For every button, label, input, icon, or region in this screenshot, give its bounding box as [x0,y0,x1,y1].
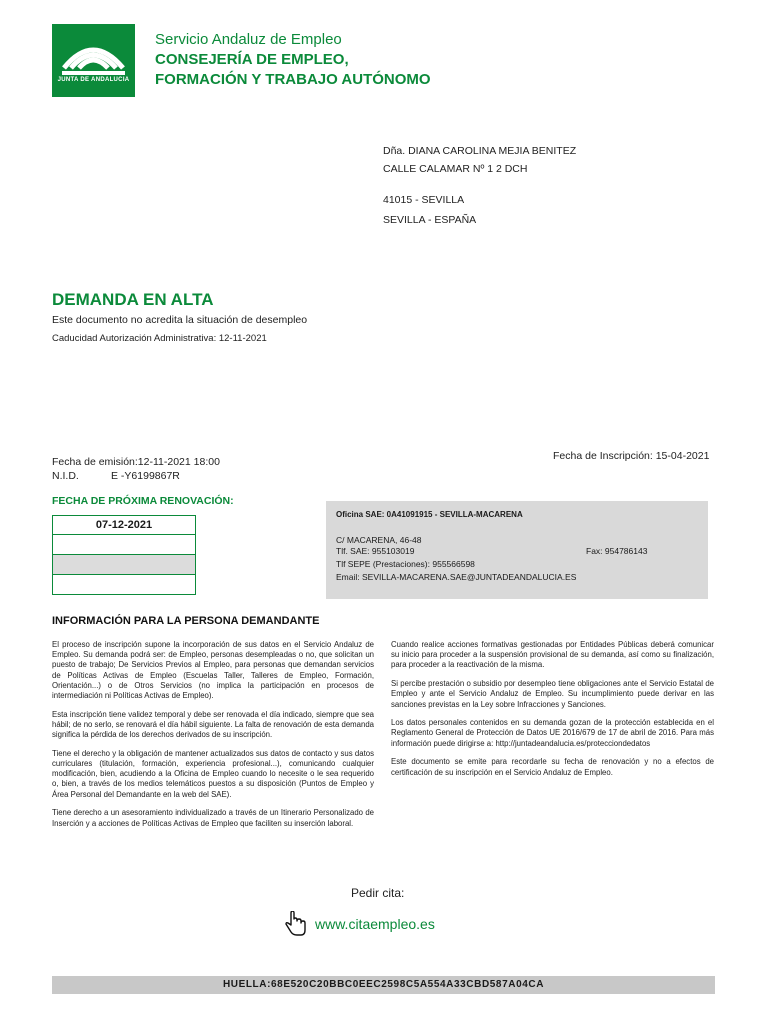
office-email: Email: SEVILLA-MACARENA.SAE@JUNTADEANDALUCIA.ES [336,572,577,582]
pedir-cita-label: Pedir cita: [351,886,405,900]
office-phone: Tlf. SAE: 955103019 [336,546,415,556]
info-paragraph: Si percibe prestación o subsidio por desempleo tiene obligaciones ante el Servicio Estatal de Empleo y ante el Servicio Andaluz de Empleo. Su incumplimiento puede derivar en las sanciones previstas en la Ley sobre Infracciones y Sanciones. [391,679,714,709]
renovacion-table [52,515,196,595]
fecha-emision: Fecha de emisión:12-11-2021 18:00 [52,456,220,468]
info-paragraph: Este documento se emite para recordarle su fecha de renovación y no a efectos de certificación de su inscripción en el Servicio Andaluz de Empleo. [391,757,714,777]
junta-emblem-icon [52,24,135,97]
renovacion-date: 07-12-2021 [52,515,196,535]
info-right-column [391,640,714,786]
page-subtitle: Este documento no acredita la situación de desempleo [52,314,308,326]
office-address: C/ MACARENA, 46-48 [336,535,422,545]
org-name: Servicio Andaluz de Empleo [155,31,342,48]
recipient-city: 41015 - SEVILLA [383,194,465,206]
citaempleo-link[interactable]: www.citaempleo.es [315,916,435,932]
info-paragraph: El proceso de inscripción supone la incorporación de sus datos en el Servicio Andaluz de Empleo. Su demanda podrá ser: de Empleo, personas desempleadas o no, que solicitan un puesto de trabajo; De Servicios Previos al Empleo, para personas que demandan servicios de Políticas Activas de Empleo (Escuelas Taller, Talleres de Empleo, Formación, Orientación...) o de Otros Servicios (no implica la participación en procesos de intermediación ni Políticas Activas de Empleo). [52,640,374,701]
fecha-inscripcion: Fecha de Inscripción: 15-04-2021 [553,450,710,462]
info-left-column [52,640,374,837]
ministry-line-2: FORMACIÓN Y TRABAJO AUTÓNOMO [155,71,431,88]
office-fax: Fax: 954786143 [586,546,648,556]
office-box [326,501,708,599]
junta-andalucia-logo [52,24,135,97]
info-paragraph: Tiene derecho a un asesoramiento individualizado a través de un Itinerario Personalizado de Inserción y a acciones de Políticas Activas de Empleo que faciliten su inserción laboral. [52,808,374,828]
nid-label: N.I.D. [52,470,79,482]
info-paragraph: Esta inscripción tiene validez temporal y debe ser renovada el día indicado, siempre que sea hábil; de no serlo, se renovará el día hábil siguiente. La falta de renovación de esta demanda significa la pérdida de los derechos derivados de su inscripción. [52,709,374,740]
pointer-hand-icon [284,911,308,942]
renovacion-empty-cell [52,535,196,555]
nid-value: E -Y6199867R [111,470,180,482]
page-title: DEMANDA EN ALTA [52,290,214,309]
info-paragraph: Cuando realice acciones formativas gestionadas por Entidades Públicas deberá comunicar su inicio para proceder a la suspensión provisional de su demanda, así como su finalización, para proceder a la reactivación de la misma. [391,640,714,670]
info-paragraph: Tiene el derecho y la obligación de mantener actualizados sus datos de contacto y sus datos curriculares (titulación, formación, experiencia profesional...), comunicando cualquier modificación, bien, acudiendo a la Oficina de Empleo cuando lo necesite o le sea requerido o, bien, a través de los medios telemáticos puestos a su disposición (Puntos de Empleo y Área Personal del Demandante en la web del SAE). [52,748,374,799]
recipient-street: CALLE CALAMAR Nº 1 2 DCH [383,163,528,175]
info-paragraph: Los datos personales contenidos en su demanda gozan de la protección establecida en el Reglamento General de Protección de Datos UE 2016/679 de 17 de abril de 2016. Para más información puede dirigirse a: http://juntadeandalucia.es/protecciondedatos [391,718,714,748]
ministry-line-1: CONSEJERÍA DE EMPLEO, [155,51,349,68]
office-title: Oficina SAE: 0A41091915 - SEVILLA-MACARENA [336,510,523,519]
renovacion-label: FECHA DE PRÓXIMA RENOVACIÓN: [52,495,234,507]
renovacion-empty-cell [52,555,196,575]
recipient-name: Dña. DIANA CAROLINA MEJIA BENITEZ [383,145,577,157]
recipient-region: SEVILLA - ESPAÑA [383,214,477,226]
logo-text: JUNTA DE ANDALUCIA [57,77,130,83]
office-phone-sepe: Tlf SEPE (Prestaciones): 955566598 [336,559,475,569]
huella-code: HUELLA:68E520C20BBC0EEC2598C5A554A33CBD587A04CA [52,976,715,994]
info-title: INFORMACIÓN PARA LA PERSONA DEMANDANTE [52,615,320,627]
caducidad-text: Caducidad Autorización Administrativa: 12-11-2021 [52,333,267,344]
renovacion-empty-cell [52,575,196,595]
